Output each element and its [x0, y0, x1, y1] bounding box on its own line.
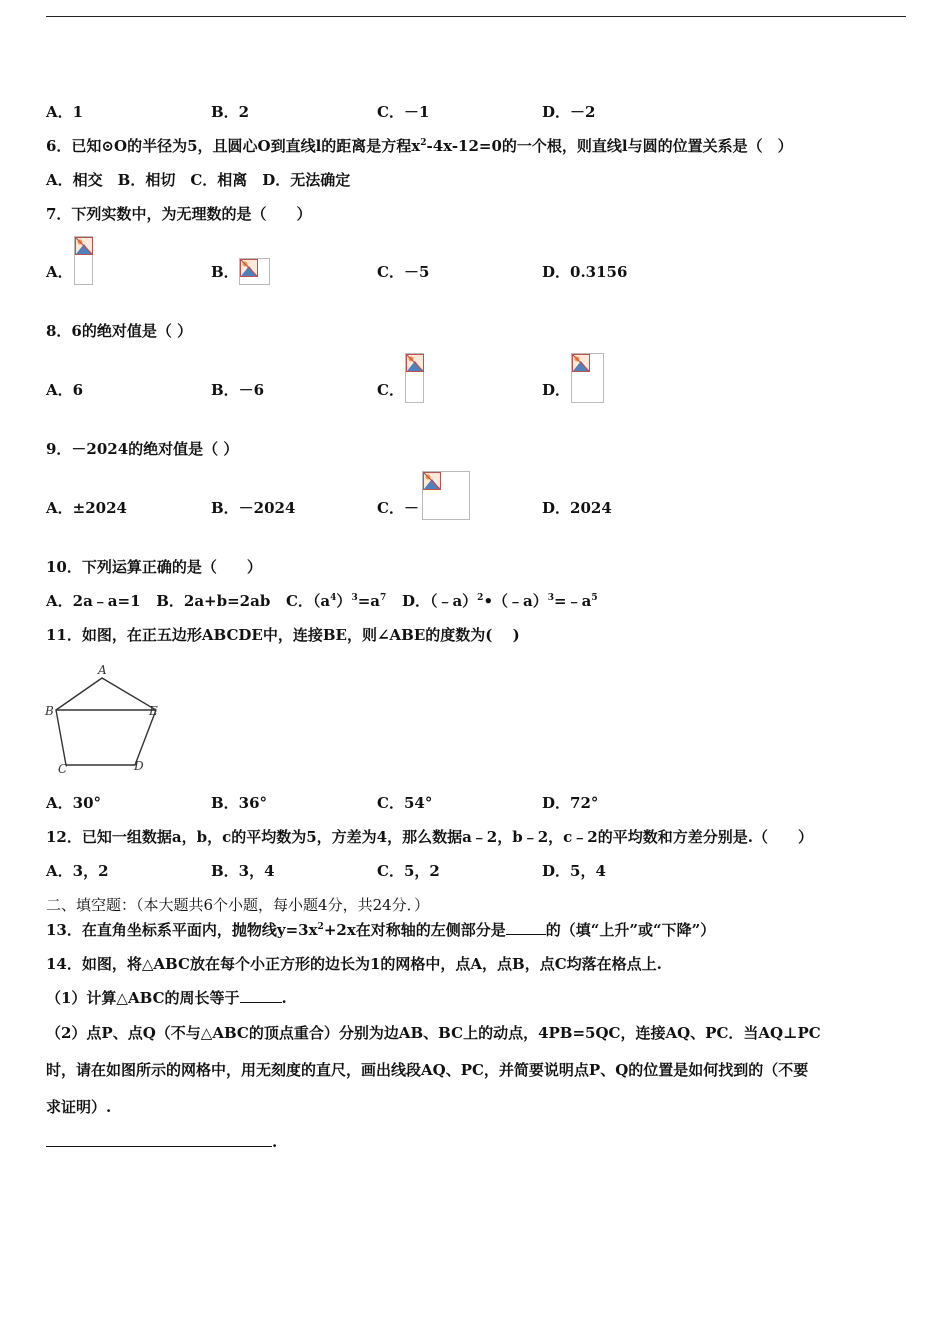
q5-option-c: C．－1: [377, 103, 430, 121]
q5-option-a: A．1: [46, 103, 84, 121]
q9-option-c: C．－: [377, 499, 419, 517]
q9-option-c-image: [422, 471, 470, 520]
vertex-label-b: B: [45, 704, 54, 718]
q14-part2-line3: 求证明）.: [46, 1098, 112, 1116]
broken-image-icon: [75, 237, 93, 255]
q11-stem: 11．如图，在正五边形ABCDE中，连接BE，则∠ABE的度数为( ): [46, 626, 520, 644]
q5-option-d: D．－2: [542, 103, 596, 121]
q7-option-d: D．0.3156: [542, 263, 628, 281]
q8-option-d: D．: [542, 381, 571, 399]
q7-option-a: A．: [46, 263, 73, 281]
vertex-label-a: A: [98, 663, 107, 677]
q12-option-d: D．5，4: [542, 862, 606, 880]
q10-stem: 10．下列运算正确的是（ ）: [46, 558, 262, 576]
pentagon-shape: [56, 678, 156, 765]
q5-option-b: B．2: [211, 103, 250, 121]
q12-option-a: A．3，2: [46, 862, 109, 880]
q14-part2-line1: （2）点P、点Q（不与△ABC的顶点重合）分别为边AB、BC上的动点，4PB=5QC，连接AQ、PC．当AQ⊥PC: [46, 1024, 821, 1042]
q8-option-b: B．－6: [211, 381, 265, 399]
q8-option-d-image: [571, 353, 604, 403]
q14-part1: （1）计算△ABC的周长等于 .: [46, 989, 287, 1007]
header-rule: [46, 16, 906, 17]
q12-option-c: C．5，2: [377, 862, 440, 880]
vertex-label-c: C: [58, 762, 68, 776]
q12-stem: 12．已知一组数据a，b，c的平均数为5，方差为4，那么数据a﹣2，b﹣2，c﹣2的平均数和方差分别是.（ ）: [46, 828, 813, 846]
q10-options: A．2a﹣a=1 B．2a+b=2ab C．$(a^4)^3=a^7$ D．$(﹣a)^2•(﹣a)^3=﹣a^5$: [46, 592, 598, 610]
q9-option-d: D．2024: [542, 499, 612, 517]
q7-option-a-image: [74, 236, 93, 285]
q14-part2-answer-blank[interactable]: [46, 1132, 272, 1147]
q13-answer-blank[interactable]: [506, 920, 546, 935]
q7-stem: 7．下列实数中，为无理数的是（ ）: [46, 205, 312, 223]
q14-stem: 14．如图，将△ABC放在每个小正方形的边长为1的网格中，点A，点B，点C均落在格点上.: [46, 955, 662, 973]
q11-option-b: B．36°: [211, 794, 268, 812]
q7-option-c: C．－5: [377, 263, 430, 281]
q9-option-a: A．±2024: [46, 499, 127, 517]
q6-options: A．相交 B．相切 C．相离 D．无法确定: [46, 171, 351, 189]
q14-part2-line2: 时，请在如图所示的网格中，用无刻度的直尺，画出线段AQ、PC，并简要说明点P、Q的位置是如何找到的（不要: [46, 1061, 809, 1079]
section-heading-fill-in: 二、填空题：（本大题共6个小题，每小题4分，共24分．）: [46, 896, 430, 914]
q8-option-a: A．6: [46, 381, 84, 399]
broken-image-icon: [423, 472, 441, 490]
q7-option-b-image: [239, 258, 270, 285]
q11-option-d: D．72°: [542, 794, 599, 812]
q11-option-c: C．54°: [377, 794, 433, 812]
q6-stem: 6．已知⊙O的半径为5，且圆心O到直线l的距离是方程$x^2-4x-12=0$的一个根，则直线l与圆的位置关系是（ ）: [46, 137, 793, 155]
q7-option-b: B．: [211, 263, 239, 281]
broken-image-icon: [572, 354, 590, 372]
q14-answer-line: .: [46, 1132, 277, 1152]
q12-option-b: B．3，4: [211, 862, 275, 880]
q9-option-b: B．－2024: [211, 499, 296, 517]
q8-stem: 8．6的绝对值是（ ）: [46, 322, 193, 340]
q11-option-a: A．30°: [46, 794, 102, 812]
q8-option-c: C．: [377, 381, 404, 399]
pentagon-figure: [44, 660, 164, 776]
broken-image-icon: [240, 259, 258, 277]
q9-stem: 9．－2024的绝对值是（ ）: [46, 440, 239, 458]
q14-part1-answer-blank[interactable]: [240, 988, 282, 1003]
vertex-label-d: D: [134, 759, 144, 773]
broken-image-icon: [406, 354, 424, 372]
q13-stem: 13．在直角坐标系平面内，抛物线$y=3x^2+2x$在对称轴的左侧部分是 的（填“上升”或“下降”）: [46, 921, 716, 939]
vertex-label-e: E: [149, 704, 158, 718]
q8-option-c-image: [405, 353, 424, 403]
